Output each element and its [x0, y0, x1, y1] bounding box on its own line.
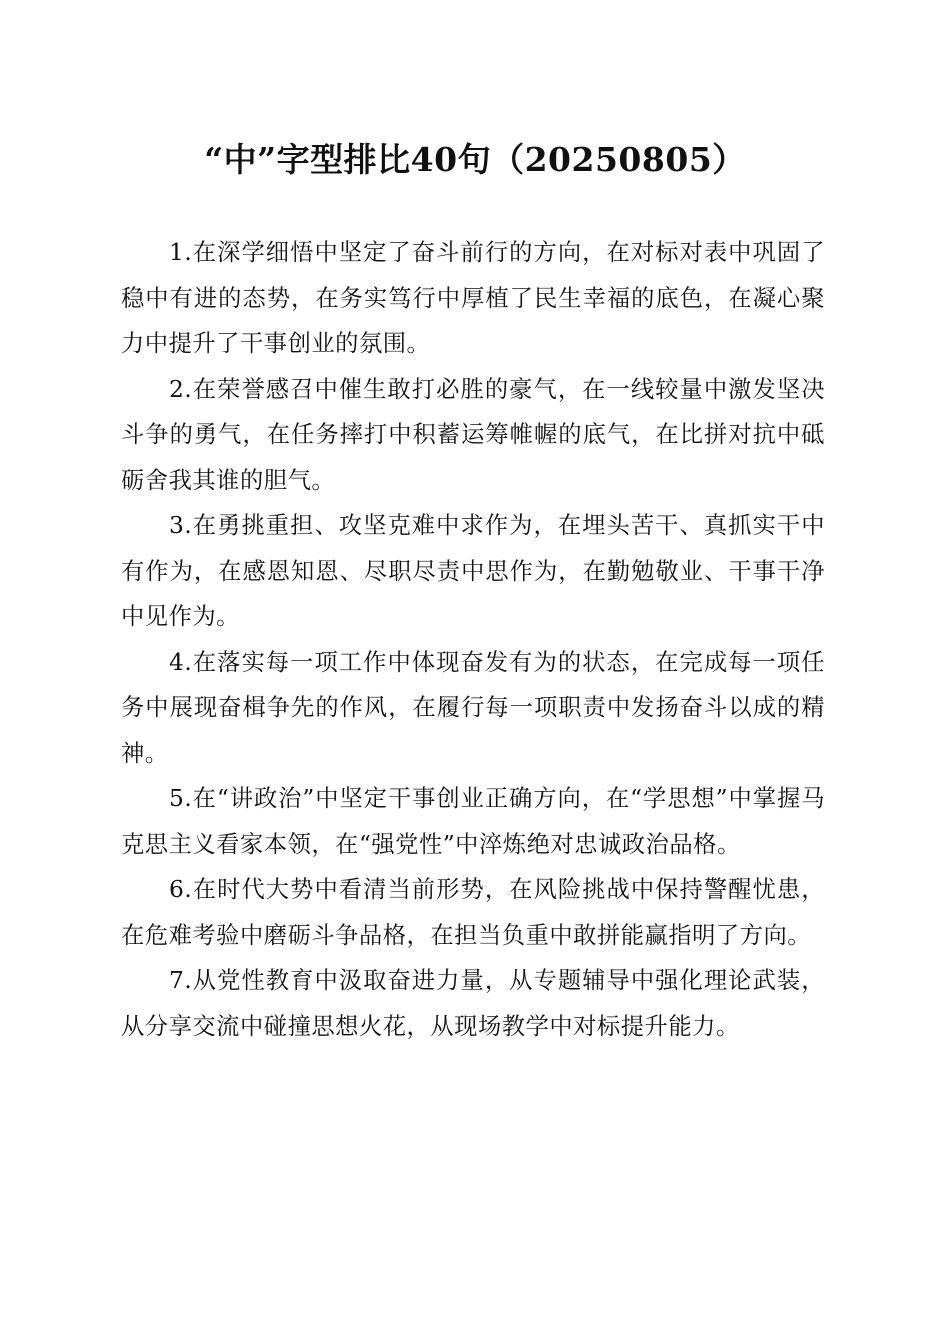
paragraph-6: 6.在时代大势中看清当前形势，在风险挑战中保持警醒忧患，在危难考验中磨砺斗争品格，在担当负重中敢拼能赢指明了方向。	[121, 876, 825, 949]
paragraph-5: 5.在“讲政治”中坚定干事创业正确方向，在“学思想”中掌握马克思主义看家本领，在“强党性”中淬炼绝对忠诚政治品格。	[121, 785, 825, 858]
paragraph-7: 7.从党性教育中汲取奋进力量，从专题辅导中强化理论武装，从分享交流中碰撞思想火花，从现场教学中对标提升能力。	[121, 967, 825, 1040]
paragraph-4: 4.在落实每一项工作中体现奋发有为的状态，在完成每一项任务中展现奋楫争先的作风，在履行每一项职责中发扬奋斗以成的精神。	[121, 648, 825, 767]
document-body	[121, 230, 825, 1049]
paragraph-3: 3.在勇挑重担、攻坚克难中求作为，在埋头苦干、真抓实干中有作为，在感恩知恩、尽职尽责中思作为，在勤勉敬业、干事干净中见作为。	[121, 512, 825, 630]
paragraph-1: 1.在深学细悟中坚定了奋斗前行的方向，在对标对表中巩固了稳中有进的态势，在务实笃行中厚植了民生幸福的底色，在凝心聚力中提升了干事创业的氛围。	[121, 239, 825, 357]
document-title: “中”字型排比40句（20250805）	[204, 140, 746, 179]
paragraph-2: 2.在荣誉感召中催生敢打必胜的豪气，在一线较量中激发坚决斗争的勇气，在任务摔打中积蓄运筹帷幄的底气，在比拼对抗中砥砺舍我其谁的胆气。	[121, 375, 825, 494]
